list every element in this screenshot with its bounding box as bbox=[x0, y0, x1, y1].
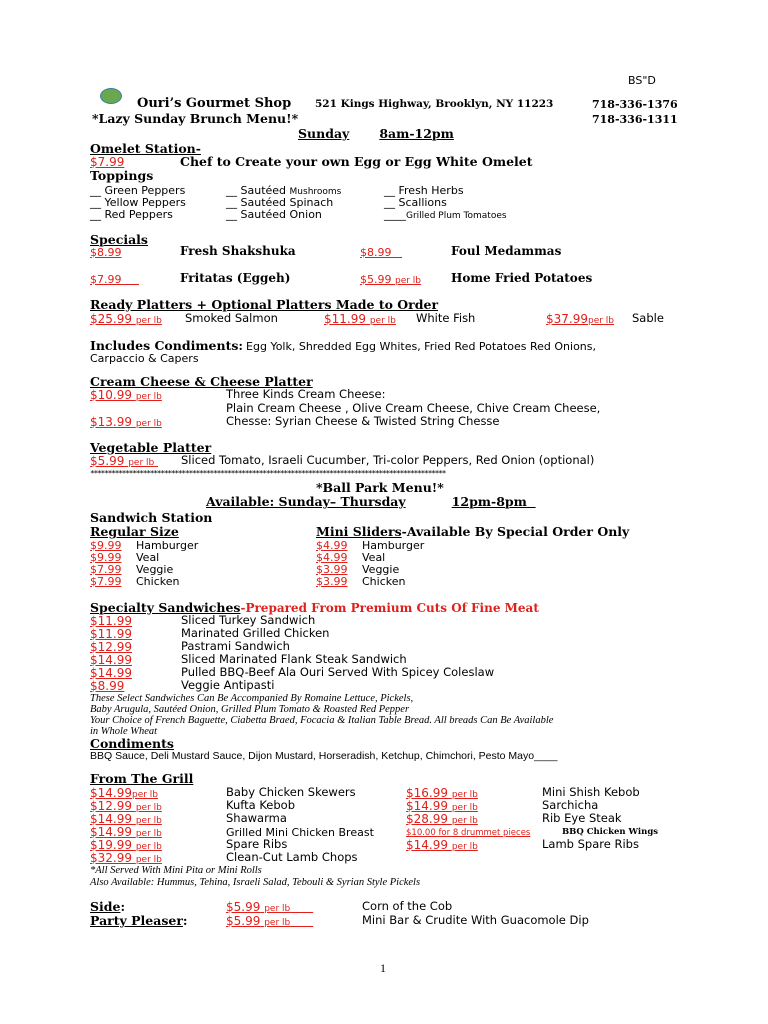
topping-mushrooms-label: __ Sautéed bbox=[226, 184, 290, 197]
special-item-3: Fritatas (Eggeh) bbox=[180, 271, 291, 285]
platter-price-1-unit: per lb bbox=[135, 316, 162, 326]
specialty-price-2: $12.99 bbox=[90, 640, 132, 654]
grill-left-price-4-unit: per lb bbox=[135, 842, 162, 852]
grill-left-item-3: Grilled Mini Chicken Breast bbox=[226, 826, 374, 839]
grill-right-price-0-unit: per lb bbox=[451, 790, 478, 800]
specialty-note-1: These Select Sandwiches Can Be Accompanied By Romaine Lettuce, Pickels, bbox=[90, 693, 414, 704]
brunch-menu-title: *Lazy Sunday Brunch Menu!* bbox=[92, 111, 299, 126]
special-price-4-value: $5.99 bbox=[360, 273, 392, 286]
vegetable-price-value: $5.99 bbox=[90, 454, 125, 468]
page-number: 1 bbox=[380, 961, 386, 975]
grill-left-price-3-unit: per lb bbox=[135, 829, 162, 839]
specialty-note-2: Baby Arugula, Sautéed Onion, Grilled Plum Tomato & Roasted Red Pepper bbox=[90, 704, 410, 715]
topping-green-peppers: __ Green Peppers bbox=[90, 184, 186, 197]
specialty-item-5: Veggie Antipasti bbox=[181, 678, 275, 692]
cream-cheese-line-2: Plain Cream Cheese , Olive Cream Cheese, Chive Cream Cheese, bbox=[226, 401, 601, 415]
platter-condiments-text-2: Carpaccio & Capers bbox=[90, 352, 199, 365]
regular-item-1: Veal bbox=[136, 551, 160, 564]
grill-right-item-3: BBQ Chicken Wings bbox=[562, 827, 659, 837]
omelet-desc: Chef to Create your own Egg or Egg White Omelet bbox=[180, 154, 533, 169]
platter-item-3: Sable bbox=[632, 311, 664, 325]
grill-title: From The Grill bbox=[90, 771, 194, 786]
grill-left-item-2: Shawarma bbox=[226, 811, 287, 825]
specialty-price-5: $8.99 bbox=[90, 679, 125, 693]
phone-2: 718-336-1311 bbox=[592, 113, 678, 126]
platter-item-1: Smoked Salmon bbox=[185, 311, 278, 325]
topping-red-peppers: __ Red Peppers bbox=[90, 208, 173, 221]
party-item: Mini Bar & Crudite With Guacomole Dip bbox=[362, 913, 589, 927]
regular-item-0: Hamburger bbox=[136, 539, 199, 552]
party-price bbox=[226, 915, 313, 930]
brunch-hours: 8am-12pm bbox=[379, 126, 454, 141]
regular-size-title: Regular Size bbox=[90, 524, 179, 539]
topping-plum-line: ____ bbox=[384, 208, 406, 221]
topping-fresh-herbs: __ Fresh Herbs bbox=[384, 184, 464, 197]
special-price-4-unit: per lb bbox=[395, 276, 422, 286]
specialty-price-3: $14.99 bbox=[90, 653, 132, 667]
grill-right-price-0-value: $16.99 bbox=[406, 786, 448, 800]
special-price-2 bbox=[360, 246, 402, 259]
ballpark-title: *Ball Park Menu!* bbox=[316, 480, 444, 495]
cream-cheese-price-1-value: $10.99 bbox=[90, 388, 132, 402]
grill-left-price-4-value: $19.99 bbox=[90, 838, 132, 852]
platters-title: Ready Platters + Optional Platters Made to Order bbox=[90, 297, 439, 312]
grill-right-item-4: Lamb Spare Ribs bbox=[542, 837, 639, 851]
vegetable-title: Vegetable Platter bbox=[90, 440, 212, 455]
special-item-4: Home Fried Potatoes bbox=[451, 271, 593, 285]
specialty-note-4: in Whole Wheat bbox=[90, 726, 158, 737]
topping-mushrooms-small: Mushrooms bbox=[289, 187, 342, 197]
regular-price-0: $9.99 bbox=[90, 539, 122, 552]
regular-price-2: $7.99 bbox=[90, 563, 122, 576]
grill-right-price-1-unit: per lb bbox=[451, 803, 478, 813]
grill-right-price-4-value: $14.99 bbox=[406, 838, 448, 852]
cream-cheese-price-2-unit: per lb bbox=[135, 419, 162, 429]
cream-cheese-price-2 bbox=[90, 416, 162, 431]
special-price-3 bbox=[90, 273, 139, 286]
platter-condiments bbox=[90, 339, 596, 353]
party-label bbox=[90, 914, 188, 927]
grill-right-item-1: Sarchicha bbox=[542, 798, 599, 812]
platter-price-2-unit: per lb bbox=[369, 316, 396, 326]
specialty-price-0: $11.99 bbox=[90, 614, 132, 628]
grill-note-2: Also Available: Hummus, Tehina, Israeli Salad, Tebouli & Syrian Style Pickels bbox=[90, 877, 421, 888]
platter-item-2: White Fish bbox=[416, 311, 476, 325]
side-item: Corn of the Cob bbox=[362, 899, 453, 913]
grill-left-price-5-unit: per lb bbox=[135, 855, 162, 865]
mini-sliders-label: Mini Sliders bbox=[316, 524, 402, 539]
vegetable-price-unit: per lb bbox=[128, 458, 155, 468]
platter-price-3 bbox=[546, 313, 614, 328]
grill-right-item-0: Mini Shish Kebob bbox=[542, 785, 640, 799]
topping-yellow-peppers: __ Yellow Peppers bbox=[90, 196, 186, 209]
grill-left-price-1-value: $12.99 bbox=[90, 799, 132, 813]
regular-item-3: Chicken bbox=[136, 575, 180, 588]
party-label-text: Party Pleaser bbox=[90, 913, 183, 928]
grill-left-price-2-value: $14.99 bbox=[90, 812, 132, 826]
sandwich-title: Sandwich Station bbox=[90, 510, 213, 525]
cream-cheese-price-2-value: $13.99 bbox=[90, 415, 132, 429]
platter-price-1 bbox=[90, 313, 162, 328]
platter-condiments-text: Egg Yolk, Shredded Egg Whites, Fried Red Potatoes Red Onions, bbox=[246, 340, 597, 353]
grill-right-price-2-value: $28.99 bbox=[406, 812, 448, 826]
grill-right-price-4-unit: per lb bbox=[451, 842, 478, 852]
specialty-title-label: Specialty Sandwiches bbox=[90, 600, 241, 615]
mini-price-0: $4.99 bbox=[316, 539, 348, 552]
ballpark-availability bbox=[206, 495, 536, 508]
toppings-title: Toppings bbox=[90, 168, 154, 183]
phone-1: 718-336-1376 bbox=[592, 98, 678, 111]
platter-price-2-value: $11.99 bbox=[324, 312, 366, 326]
shop-address: 521 Kings Highway, Brooklyn, NY 11223 bbox=[315, 98, 554, 110]
grill-left-price-0-value: $14.99 bbox=[90, 786, 132, 800]
mini-price-3: $3.99 bbox=[316, 575, 348, 588]
omelet-price: $7.99 bbox=[90, 155, 125, 169]
ballpark-hours: 12pm-8pm bbox=[451, 494, 527, 509]
grill-right-price-4 bbox=[406, 839, 478, 854]
party-label-colon: : bbox=[182, 913, 188, 928]
specialty-title-note: -Prepared From Premium Cuts Of Fine Meat bbox=[240, 601, 539, 615]
specialty-item-1: Marinated Grilled Chicken bbox=[181, 626, 330, 640]
special-price-2-value: $8.99 bbox=[360, 246, 392, 259]
topping-spinach: __ Sautéed Spinach bbox=[226, 196, 334, 209]
topping-plum-label: Grilled Plum Tomatoes bbox=[406, 211, 507, 221]
mini-price-2: $3.99 bbox=[316, 563, 348, 576]
cream-cheese-price-1 bbox=[90, 389, 162, 404]
topping-scallions: __ Scallions bbox=[384, 196, 447, 209]
specialty-item-4: Pulled BBQ-Beef Ala Ouri Served With Spicey Coleslaw bbox=[181, 665, 495, 679]
mini-item-2: Veggie bbox=[362, 563, 400, 576]
grill-left-price-1-unit: per lb bbox=[135, 803, 162, 813]
regular-item-2: Veggie bbox=[136, 563, 174, 576]
condiments-title: Condiments bbox=[90, 736, 174, 751]
ballpark-days: Available: Sunday– Thursday bbox=[206, 494, 406, 509]
specialty-price-4: $14.99 bbox=[90, 666, 132, 680]
specialty-item-2: Pastrami Sandwich bbox=[181, 639, 290, 653]
specialty-item-3: Sliced Marinated Flank Steak Sandwich bbox=[181, 652, 407, 666]
mini-item-3: Chicken bbox=[362, 575, 406, 588]
brunch-day-label: Sunday bbox=[298, 126, 350, 141]
platter-price-3-value: $37.99 bbox=[546, 312, 588, 326]
grill-note-1: *All Served With Mini Pita or Mini Rolls bbox=[90, 865, 262, 876]
shop-logo bbox=[100, 88, 122, 104]
regular-price-1: $9.99 bbox=[90, 551, 122, 564]
side-price-value: $5.99 bbox=[226, 900, 261, 914]
party-price-value: $5.99 bbox=[226, 914, 261, 928]
mini-sliders-note: -Available By Special Order Only bbox=[401, 524, 630, 539]
mini-sliders-title bbox=[316, 525, 629, 538]
side-label bbox=[90, 900, 125, 913]
grill-right-price-2 bbox=[406, 813, 478, 828]
side-label-colon: : bbox=[120, 899, 126, 914]
grill-left-price-3-value: $14.99 bbox=[90, 825, 132, 839]
brunch-day bbox=[298, 127, 454, 140]
mini-item-1: Veal bbox=[362, 551, 386, 564]
platter-condiments-label: Includes Condiments: bbox=[90, 338, 244, 353]
cream-cheese-line-1: Three Kinds Cream Cheese: bbox=[226, 387, 386, 401]
shop-name: Ouri’s Gourmet Shop bbox=[137, 96, 292, 111]
topping-onion: __ Sautéed Onion bbox=[226, 208, 322, 221]
side-price-unit: per lb bbox=[264, 904, 291, 914]
regular-price-3: $7.99 bbox=[90, 575, 122, 588]
mini-price-1: $4.99 bbox=[316, 551, 348, 564]
grill-right-price-2-unit: per lb bbox=[451, 816, 478, 826]
mini-item-0: Hamburger bbox=[362, 539, 425, 552]
grill-left-item-1: Kufta Kebob bbox=[226, 798, 295, 812]
bsd-mark: BS"D bbox=[628, 74, 656, 87]
platter-price-1-value: $25.99 bbox=[90, 312, 132, 326]
special-price-1: $8.99 bbox=[90, 246, 122, 259]
condiments-text: BBQ Sauce, Deli Mustard Sauce, Dijon Mustard, Horseradish, Ketchup, Chimchori, Pesto Mayo____ bbox=[90, 750, 558, 762]
special-item-2: Foul Medammas bbox=[451, 244, 562, 258]
grill-left-item-4: Spare Ribs bbox=[226, 837, 288, 851]
cream-cheese-price-1-unit: per lb bbox=[135, 392, 162, 402]
specialty-item-0: Sliced Turkey Sandwich bbox=[181, 613, 316, 627]
topping-plum-tomatoes bbox=[384, 208, 507, 223]
grill-right-item-2: Rib Eye Steak bbox=[542, 811, 622, 825]
grill-left-item-5: Clean-Cut Lamb Chops bbox=[226, 850, 358, 864]
cream-cheese-title: Cream Cheese & Cheese Platter bbox=[90, 374, 313, 389]
grill-left-price-0-unit: per lb bbox=[132, 790, 159, 800]
platter-price-2 bbox=[324, 313, 396, 328]
specialty-price-1: $11.99 bbox=[90, 627, 132, 641]
grill-right-price-3: $10.00 for 8 drummet pieces bbox=[406, 828, 531, 838]
grill-left-price-2-unit: per lb bbox=[135, 816, 162, 826]
special-price-3-value: $7.99 bbox=[90, 273, 122, 286]
platter-price-3-unit: per lb bbox=[588, 316, 615, 326]
party-price-unit: per lb bbox=[264, 918, 291, 928]
grill-right-price-1-value: $14.99 bbox=[406, 799, 448, 813]
vegetable-line: Sliced Tomato, Israeli Cucumber, Tri-color Peppers, Red Onion (optional) bbox=[181, 453, 595, 467]
side-label-text: Side bbox=[90, 899, 121, 914]
omelet-title: Omelet Station- bbox=[90, 141, 201, 156]
specialty-note-3: Your Choice of French Baguette, Ciabetta Braed, Focacia & Italian Table Bread. All breads Can Be Available bbox=[90, 715, 554, 726]
stars-divider: ***************************************************************************************************** bbox=[90, 469, 446, 478]
cream-cheese-line-3: Chesse: Syrian Cheese & Twisted String Chesse bbox=[226, 414, 500, 428]
specials-title: Specials bbox=[90, 232, 148, 247]
grill-left-price-5-value: $32.99 bbox=[90, 851, 132, 865]
special-price-4 bbox=[360, 273, 421, 288]
special-item-1: Fresh Shakshuka bbox=[180, 244, 296, 258]
grill-left-item-0: Baby Chicken Skewers bbox=[226, 785, 356, 799]
